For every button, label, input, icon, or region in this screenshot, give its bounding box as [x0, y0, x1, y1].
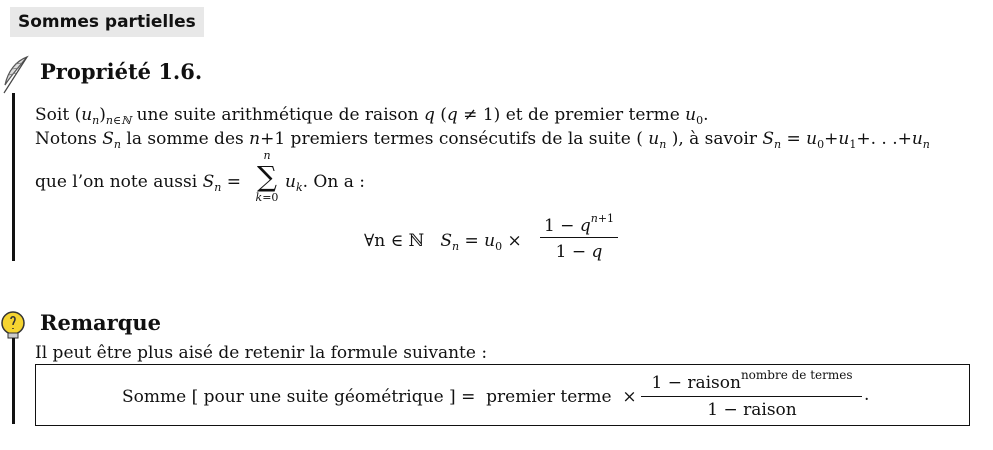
lightbulb-icon — [0, 310, 27, 340]
remark-formula-end: . — [864, 385, 870, 405]
quill-icon — [0, 55, 30, 95]
formula-fraction-line — [540, 237, 618, 238]
formula-numerator: $1 - q^{n+1}$ — [543, 212, 615, 236]
remark-formula-numerator: 1 − raison$^{nombre de termes}$ — [651, 368, 853, 393]
property-formula: ∀n ∈ ℕ $S_n = u_0$ × — [364, 231, 522, 253]
property-line-3-end: $u_k$. On a : — [285, 172, 365, 194]
property-line-3: que l’on note aussi $S_n$ = — [35, 172, 241, 194]
property-left-bar — [12, 93, 15, 261]
property-line-1: Soit $(u_n)_{n\in ℕ}$ une suite arithmétique de raison q (q ≠ 1) et de premier terme $u_0$. — [35, 105, 709, 127]
remark-intro: Il peut être plus aisé de retenir la formule suivante : — [35, 343, 488, 363]
remark-formula-fraction-line — [641, 396, 862, 397]
remark-formula-left: Somme [ pour une suite géométrique ] = premier terme × — [122, 387, 637, 407]
sigma-sum: n ∑ k=0 — [255, 149, 279, 204]
section-title: Sommes partielles — [10, 7, 204, 37]
remark-heading: Remarque — [40, 310, 162, 335]
property-line-2: Notons $S_n$ la somme des n+1 premiers termes consécutifs de la suite ( $u_n$ ), à savoir $S_n = u_0+u_1+$. . $.+u_n$ — [35, 129, 930, 151]
remark-formula-denominator: 1 − raison — [707, 400, 797, 420]
property-heading: Propriété 1.6. — [40, 59, 203, 84]
remark-left-bar — [12, 338, 15, 424]
formula-denominator: 1 − q — [555, 242, 603, 262]
